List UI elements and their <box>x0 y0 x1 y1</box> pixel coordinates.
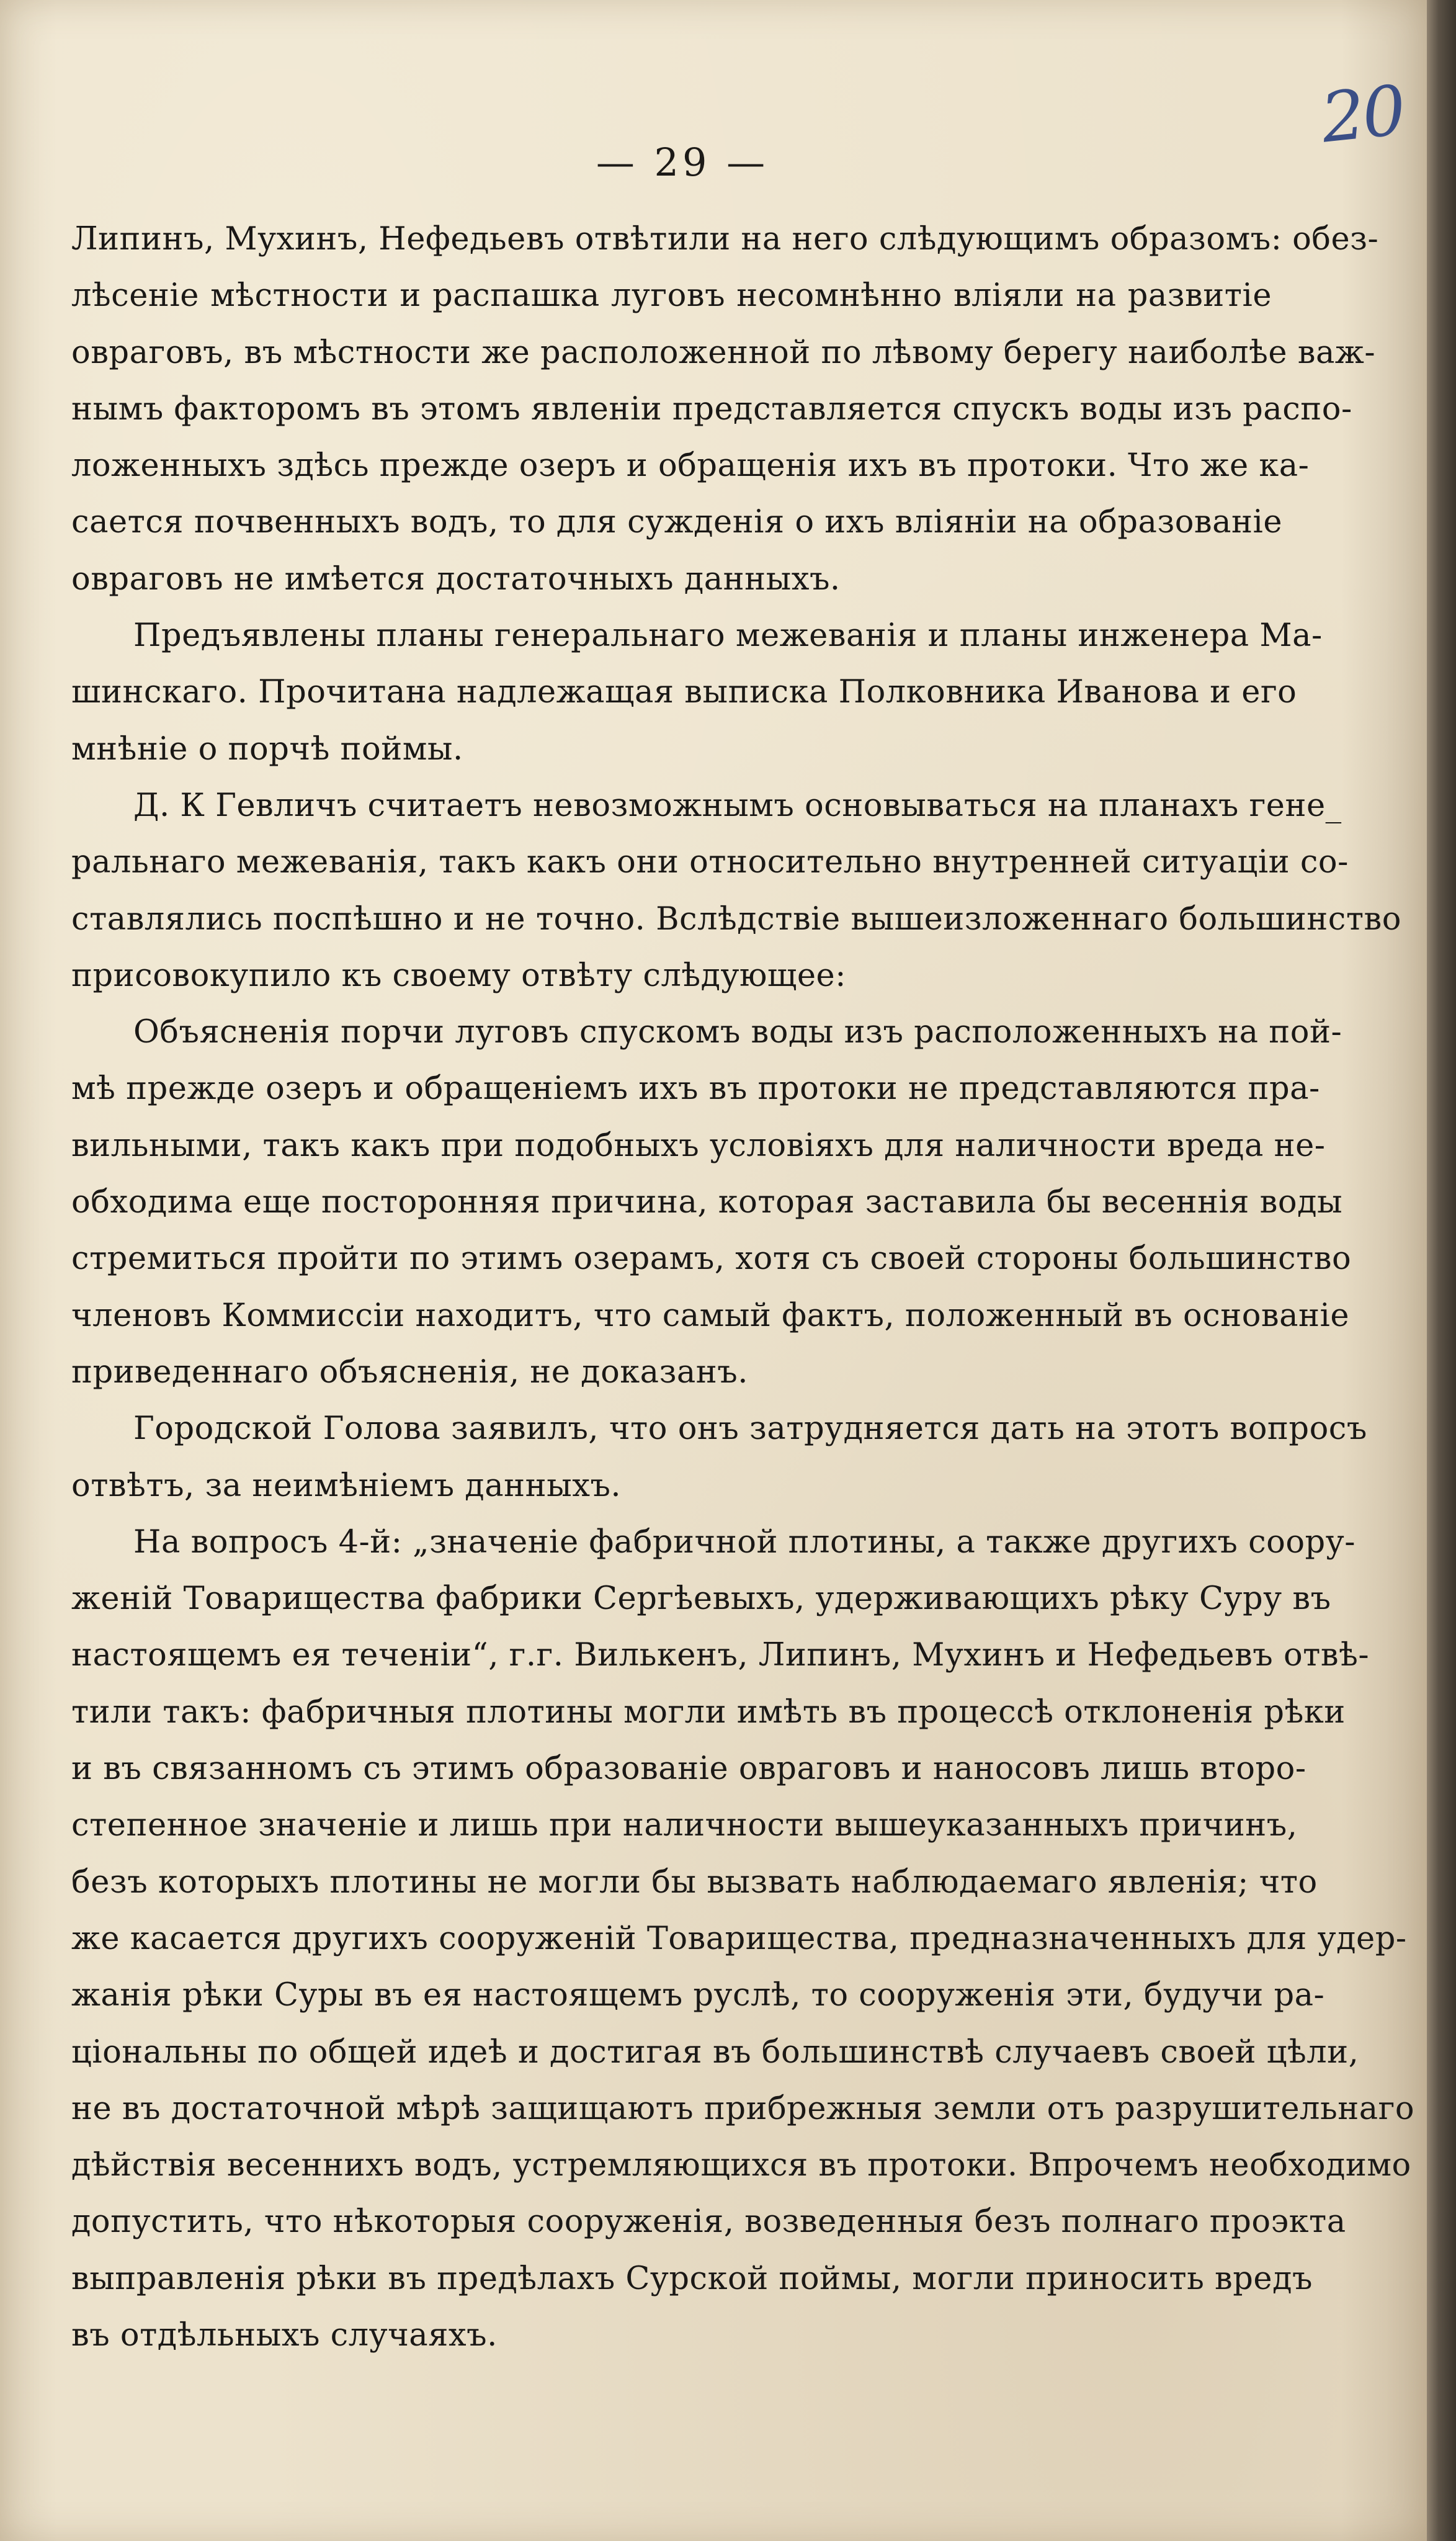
page-number: — 29 — <box>596 140 769 185</box>
page-edge <box>1427 0 1456 2541</box>
text-line: На вопросъ 4-й: „значеніе фабричной плотины, а также другихъ соору- <box>133 1523 1356 1561</box>
text-line: Объясненія порчи луговъ спускомъ воды изъ расположенныхъ на пой- <box>133 1014 1342 1051</box>
text-line: жанія рѣки Суры въ ея настоящемъ руслѣ, то сооруженія эти, будучи ра- <box>71 1977 1325 2014</box>
text-line: ставлялись поспѣшно и не точно. Вслѣдствіе вышеизложеннаго большинство <box>71 900 1401 938</box>
text-line: степенное значеніе и лишь при наличности вышеуказанныхъ причинъ, <box>71 1807 1298 1844</box>
text-line: допустить, что нѣкоторыя сооруженія, возведенныя безъ полнаго проэкта <box>71 2203 1346 2241</box>
text-line: женій Товарищества фабрики Сергѣевыхъ, удерживающихъ рѣку Суру въ <box>71 1580 1331 1618</box>
text-line: же касается другихъ сооруженій Товарищества, предназначенныхъ для удер- <box>71 1920 1407 1957</box>
text-line: Городской Голова заявилъ, что онъ затрудняется дать на этотъ вопросъ <box>133 1410 1367 1448</box>
text-line: настоящемъ ея теченіи“, г.г. Вилькенъ, Липинъ, Мухинъ и Нефедьевъ отвѣ- <box>71 1637 1370 1674</box>
text-line: дѣйствія весеннихъ водъ, устремляющихся въ протоки. Впрочемъ необходимо <box>71 2147 1411 2184</box>
text-line: ральнаго межеванія, такъ какъ они относительно внутренней ситуаціи со- <box>71 844 1349 881</box>
text-line: Липинъ, Мухинъ, Нефедьевъ отвѣтили на него слѣдующимъ образомъ: обез- <box>71 221 1379 258</box>
text-line: обходима еще посторонняя причина, которая заставила бы весеннія воды <box>71 1184 1343 1221</box>
text-line: овраговъ, въ мѣстности же расположенной по лѣвому берегу наиболѣе важ- <box>71 334 1376 371</box>
text-line: отвѣтъ, за неимѣніемъ данныхъ. <box>71 1467 622 1504</box>
folio-number: 20 <box>1317 70 1408 158</box>
text-line: шинскаго. Прочитана надлежащая выписка Полковника Иванова и его <box>71 674 1297 711</box>
text-line: ціональны по общей идеѣ и достигая въ большинствѣ случаевъ своей цѣли, <box>71 2033 1359 2071</box>
text-line: ложенныхъ здѣсь прежде озеръ и обращенія ихъ въ протоки. Что же ка- <box>71 447 1310 485</box>
text-line: нымъ факторомъ въ этомъ явленіи представляется спускъ воды изъ распо- <box>71 390 1352 428</box>
text-line: Предъявлены планы генеральнаго межеванія и планы инженера Ма- <box>133 617 1323 655</box>
body-text <box>71 211 1415 2364</box>
text-line: лѣсеніе мѣстности и распашка луговъ несомнѣнно вліяли на развитіе <box>71 277 1272 315</box>
text-line: членовъ Коммиссіи находитъ, что самый фактъ, положенный въ основаніе <box>71 1297 1350 1334</box>
text-line: тили такъ: фабричныя плотины могли имѣть въ процессѣ отклоненія рѣки <box>71 1693 1346 1731</box>
text-line: безъ которыхъ плотины не могли бы вызвать наблюдаемаго явленія; что <box>71 1863 1318 1901</box>
text-line: и въ связанномъ съ этимъ образованіе овраговъ и наносовъ лишь второ- <box>71 1750 1306 1788</box>
text-line: сается почвенныхъ водъ, то для сужденія о ихъ вліяніи на образованіе <box>71 504 1283 541</box>
text-line: присовокупило къ своему отвѣту слѣдующее: <box>71 957 846 994</box>
text-line: не въ достаточной мѣрѣ защищаютъ прибрежныя земли отъ разрушительнаго <box>71 2090 1415 2127</box>
text-line: мнѣніе о порчѣ поймы. <box>71 730 463 768</box>
text-line: выправленія рѣки въ предѣлахъ Сурской поймы, могли приносить вредъ <box>71 2260 1313 2297</box>
text-line: приведеннаго объясненія, не доказанъ. <box>71 1353 748 1391</box>
text-line: Д. К Гевличъ считаетъ невозможнымъ основываться на планахъ гене_ <box>133 787 1342 824</box>
text-line: въ отдѣльныхъ случаяхъ. <box>71 2316 498 2354</box>
text-line: овраговъ не имѣется достаточныхъ данныхъ. <box>71 560 841 598</box>
text-line: вильными, такъ какъ при подобныхъ условіяхъ для наличности вреда не- <box>71 1127 1326 1164</box>
text-line: стремиться пройти по этимъ озерамъ, хотя съ своей стороны большинство <box>71 1240 1352 1278</box>
text-line: мѣ прежде озеръ и обращеніемъ ихъ въ протоки не представляются пра- <box>71 1070 1320 1108</box>
